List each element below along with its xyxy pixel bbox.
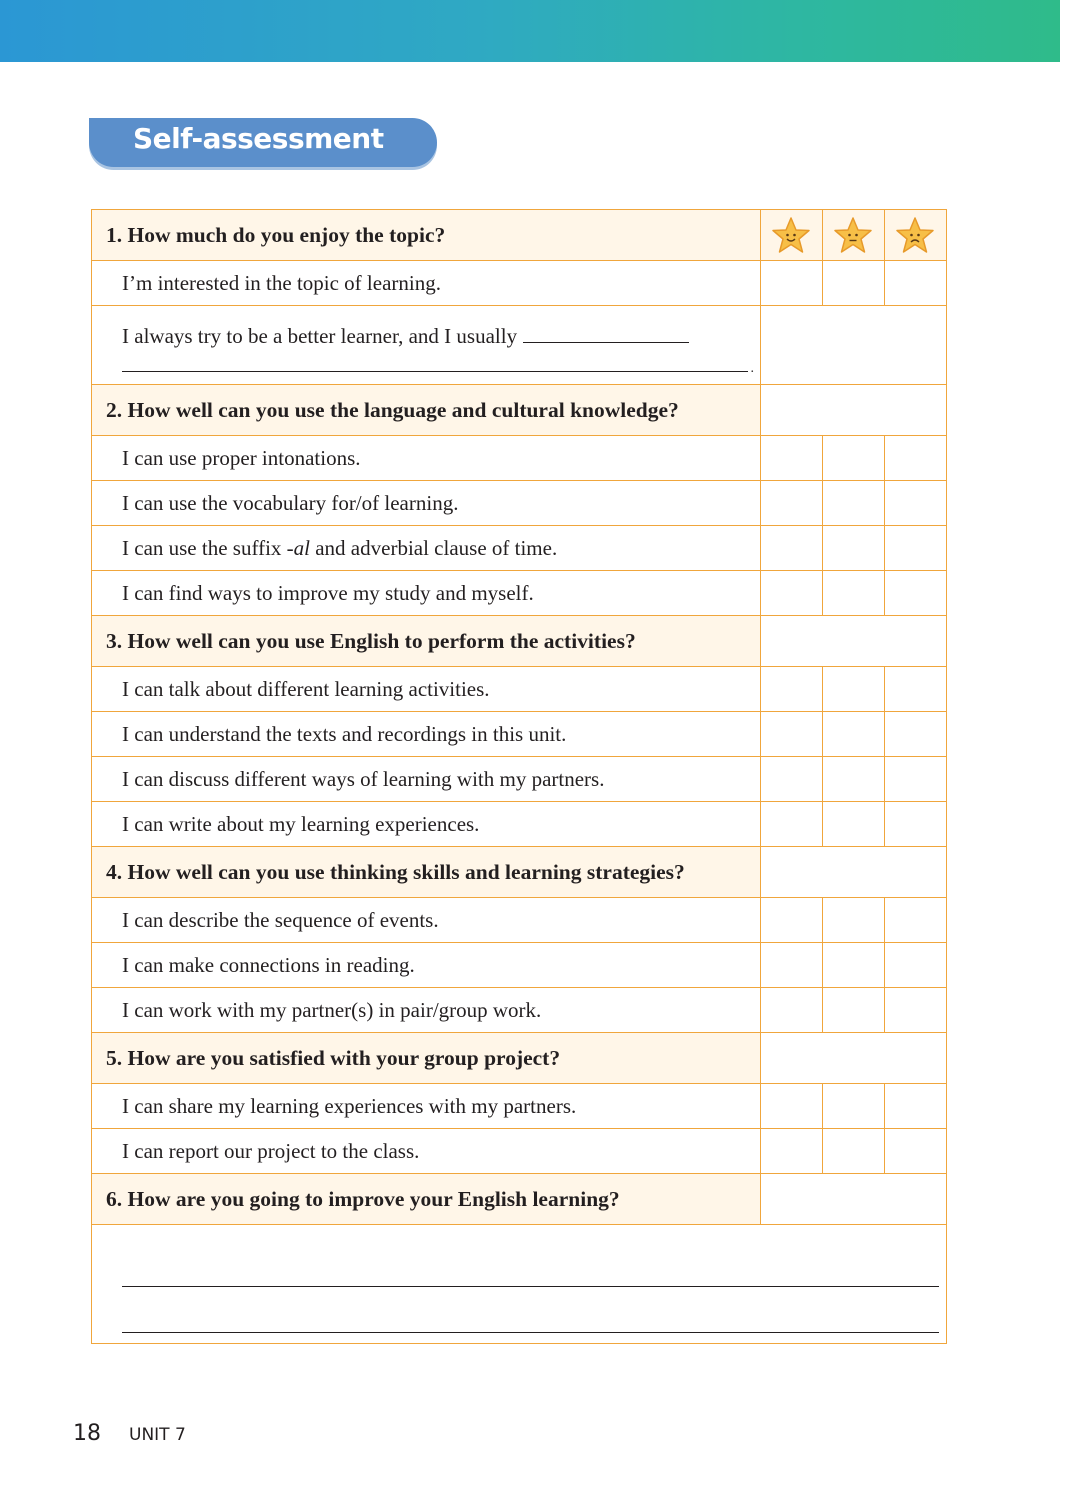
rating-cell[interactable] [884, 943, 946, 988]
rating-cell[interactable] [760, 526, 822, 571]
rating-cell[interactable] [822, 436, 884, 481]
question-4-rating-header [760, 847, 946, 898]
rating-cell[interactable] [884, 526, 946, 571]
statement-2-1: I can use proper intonations. [92, 436, 761, 481]
rating-cell[interactable] [760, 988, 822, 1033]
rating-cell[interactable] [760, 757, 822, 802]
unit-label: UNIT 7 [129, 1425, 186, 1445]
answer-line-2[interactable] [122, 1331, 939, 1333]
statement-3-4: I can write about my learning experiences. [92, 802, 761, 847]
rating-cell[interactable] [884, 481, 946, 526]
question-3: 3. How well can you use English to perform the activities? [92, 616, 761, 667]
rating-header-frown [884, 210, 946, 261]
statement-5-1: I can share my learning experiences with my partners. [92, 1084, 761, 1129]
rating-cell[interactable] [760, 1084, 822, 1129]
rating-cell[interactable] [760, 802, 822, 847]
open-statement-text: I always try to be a better learner, and I usually [122, 324, 518, 348]
rating-cell[interactable] [760, 712, 822, 757]
statement-2-2: I can use the vocabulary for/of learning. [92, 481, 761, 526]
statement-2-4: I can find ways to improve my study and myself. [92, 571, 761, 616]
rating-cell[interactable] [822, 526, 884, 571]
statement-4-3: I can work with my partner(s) in pair/group work. [92, 988, 761, 1033]
rating-cell[interactable] [884, 571, 946, 616]
question-6: 6. How are you going to improve your English learning? [92, 1174, 761, 1225]
statement-4-2: I can make connections in reading. [92, 943, 761, 988]
rating-cell[interactable] [822, 667, 884, 712]
statement-3-1: I can talk about different learning activities. [92, 667, 761, 712]
rating-cell[interactable] [884, 802, 946, 847]
answer-blank[interactable] [523, 324, 689, 343]
frowning-star-icon [895, 216, 935, 254]
rating-header-smile [760, 210, 822, 261]
statement-1-1: I’m interested in the topic of learning. [92, 261, 761, 306]
question-5-rating-header [760, 1033, 946, 1084]
rating-cell[interactable] [760, 898, 822, 943]
rating-cell[interactable] [822, 943, 884, 988]
statement-3-3: I can discuss different ways of learning with my partners. [92, 757, 761, 802]
rating-cell[interactable] [822, 571, 884, 616]
rating-cell[interactable] [884, 667, 946, 712]
suffix-text: -al [286, 535, 310, 560]
statement-2-3 [92, 526, 761, 571]
rating-cell[interactable] [760, 1129, 822, 1174]
answer-blank-line[interactable]: . [122, 357, 748, 372]
rating-cell[interactable] [884, 898, 946, 943]
page-number: 18 [73, 1421, 101, 1446]
rating-cell[interactable] [760, 436, 822, 481]
rating-cell[interactable] [884, 988, 946, 1033]
rating-cell[interactable] [822, 757, 884, 802]
rating-cell[interactable] [822, 988, 884, 1033]
rating-header-neutral [822, 210, 884, 261]
rating-cell[interactable] [822, 1084, 884, 1129]
question-4: 4. How well can you use thinking skills and learning strategies? [92, 847, 761, 898]
header-band [0, 0, 1060, 62]
section-title-banner [89, 118, 437, 167]
open-statement-1 [92, 306, 761, 385]
smiling-star-icon [771, 216, 811, 254]
open-answer-area [92, 1225, 947, 1344]
rating-cell[interactable] [884, 1129, 946, 1174]
question-1: 1. How much do you enjoy the topic? [92, 210, 761, 261]
self-assessment-table [91, 209, 947, 1344]
rating-cell[interactable] [822, 802, 884, 847]
section-title: Self-assessment [133, 122, 384, 155]
open-statement-rating-area [760, 306, 946, 385]
rating-cell[interactable] [760, 571, 822, 616]
rating-cell[interactable] [884, 261, 946, 306]
question-2-rating-header [760, 385, 946, 436]
statement-3-2: I can understand the texts and recordings in this unit. [92, 712, 761, 757]
statement-4-1: I can describe the sequence of events. [92, 898, 761, 943]
statement-text: I can use the suffix [122, 535, 287, 560]
question-6-rating-header [760, 1174, 946, 1225]
rating-cell[interactable] [760, 481, 822, 526]
rating-cell[interactable] [884, 757, 946, 802]
rating-cell[interactable] [884, 1084, 946, 1129]
rating-cell[interactable] [884, 436, 946, 481]
neutral-star-icon [833, 216, 873, 254]
rating-cell[interactable] [822, 261, 884, 306]
rating-cell[interactable] [822, 1129, 884, 1174]
rating-cell[interactable] [884, 712, 946, 757]
rating-cell[interactable] [822, 481, 884, 526]
question-3-rating-header [760, 616, 946, 667]
question-5: 5. How are you satisfied with your group project? [92, 1033, 761, 1084]
rating-cell[interactable] [760, 943, 822, 988]
question-2: 2. How well can you use the language and cultural knowledge? [92, 385, 761, 436]
rating-cell[interactable] [822, 898, 884, 943]
rating-cell[interactable] [760, 261, 822, 306]
statement-5-2: I can report our project to the class. [92, 1129, 761, 1174]
rating-cell[interactable] [822, 712, 884, 757]
statement-text: and adverbial clause of time. [309, 535, 558, 560]
rating-cell[interactable] [760, 667, 822, 712]
